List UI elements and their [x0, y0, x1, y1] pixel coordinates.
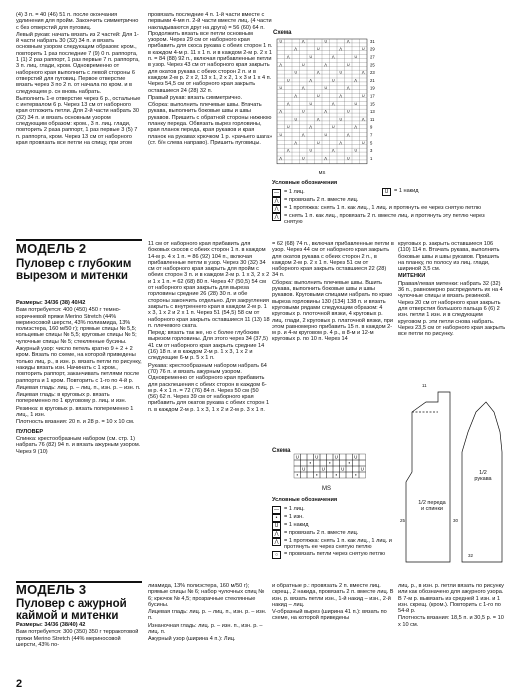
paragraph: Вам потребуется: 300 (350) 350 г терракотовой пряжи Merino Stretch (44% мериносовой шерсти, 43% по- — [16, 629, 139, 648]
knit-symbol-icon: — — [274, 189, 279, 196]
chart-symbol: ⋀ — [301, 133, 305, 137]
chart-cell — [333, 466, 340, 472]
row-number-label: 1 — [370, 155, 373, 161]
chart-symbol: ⋀ — [354, 125, 358, 130]
chart-symbol: U — [346, 109, 350, 114]
chart-cell — [307, 466, 314, 472]
chart2-title: Схема — [272, 448, 291, 454]
model3-subtitle: Пуловер с ажурной каймой и митенки — [16, 598, 127, 622]
paragraph: Лицевая гладь: лиц. р. – лиц. п., изн. р. – изн. п. — [148, 609, 267, 622]
legend-item: U = 1 накид — [382, 188, 419, 196]
chart-cell — [301, 472, 308, 478]
paragraph: Резинка: в круговых р. вязать попеременно 1 лиц., 1 изн. — [16, 405, 134, 419]
paragraph: Правая/левая митенки: набрать 32 (32) 36 п., равномерно распределить их на 4 чулочные спицы и вязать резинкой. Через 20 см от наборного края закрыть для отверстия большого пальца 6 (6) 2 изн. петли 1 изн. и в следующем круговом р. эти петли снова набрать. Через 23,5 см от наборного края закрыть все петли по рисунку. — [398, 280, 506, 338]
chart-symbol: ⋀ — [324, 109, 328, 114]
yarn-over-icon: U — [272, 522, 281, 530]
chart-cell — [359, 454, 366, 460]
row-number-label: 15 — [370, 101, 375, 107]
chart-cell — [320, 472, 327, 478]
chart-symbol: U — [301, 156, 305, 161]
top-mid-column — [148, 12, 273, 238]
chart-symbol: U — [324, 133, 328, 137]
sk2po-icon: ⋀ — [272, 213, 281, 221]
chart-symbol: ⋀ — [286, 148, 290, 153]
chart-symbol: ⋀ — [279, 62, 283, 67]
chart-symbol: U — [302, 466, 306, 472]
paragraph: Ажурный узор (ширина 4 п.): Лиц. — [148, 636, 236, 643]
chart-cell — [346, 472, 353, 478]
paragraph: Рукава: крестообразным набором набрать 64 (70) 76 п. и вязать ажурным узором. Одновременно от наборного края прибавить для расклешения с обеих сторон в каждом 6-м р. 4 х 1 п. = 72 (76) 84 п. Через 50 см (50 (56) 62 п. Через 39 см от наборного края прибавить для окатов рукава с обеих сторон 1 п. в каждом 2-м р. 1 х 3, 1 х 2 и 2-м р. 3 х 1 п. — [148, 362, 270, 413]
paragraph: Левый рукав: начать вязать из 2 частей: Для 1-й части набрать 30 (32) 34 п. и вязать основным узором следующим образом: кром., повторить 1 раз последние 7 (9) 0 п. раппорта, 1 (1) 2 раз раппорт, 1 раз первые 7 п. раппорта, 3 п. лиц. глади, кром. Одновременно от наборного края выполнить с левой стороны 6 отверстий для пуговиц. Первое отверстие вязать через 3 по 2 п. от начала по кром. и в следующем р. сн вновь набрать. — [16, 31, 140, 95]
model2-column-1 — [16, 300, 142, 580]
chart-symbol: U — [279, 86, 283, 91]
chart-symbol: U — [294, 70, 298, 75]
chart1-title: Схема — [273, 30, 292, 36]
legend-item: ○ = провязать петли через снятую петлю — [272, 551, 392, 559]
chart-cell — [346, 454, 353, 460]
paragraph: (4) 3 п. = 40 (46) 51 п. после окончания удлинения для пройм. Закончить симметрично с без отверстий для пуговиц. — [16, 12, 139, 31]
chart-symbol: ⋀ — [294, 47, 298, 52]
model2-title: МОДЕЛЬ 2 — [16, 241, 87, 256]
chart-cell — [301, 454, 308, 460]
legend-item: • = 1 изн. — [272, 514, 392, 522]
chart-cell — [307, 454, 314, 460]
svg-text:30: 30 — [453, 518, 459, 523]
chart-symbol: U — [360, 466, 364, 472]
row-number-label: 27 — [370, 54, 375, 60]
model3-title: МОДЕЛЬ 3 — [16, 582, 87, 597]
section-heading: ПУЛОВЕР — [16, 428, 44, 435]
chart-symbol: ⋀ — [339, 94, 343, 98]
chart-cell — [314, 466, 321, 472]
chart-symbol: • — [335, 472, 338, 478]
chart-symbol: ⋀ — [316, 117, 320, 122]
model2-column-4 — [398, 241, 506, 361]
chart-symbol: U — [331, 78, 335, 83]
chart-symbol: ⋀ — [339, 140, 343, 145]
chart-cell — [346, 466, 353, 472]
k2tog-icon: ⋀ — [272, 197, 281, 205]
chart-cell — [353, 466, 360, 472]
paragraph: V-образный вырез (ширина 41 п.): вязать по схеме, на которой приведены — [272, 609, 387, 622]
chart-symbol: U — [346, 156, 350, 161]
chart-symbol: U — [361, 47, 365, 52]
model2-column-3 — [272, 241, 394, 361]
chart-cell — [320, 454, 327, 460]
chart-symbol: ⋀ — [354, 78, 358, 83]
legend-item: ⋀ = 1 протяжка: снять 1 п. как лиц., 1 лиц. и протянуть ее через снятую петлю — [272, 205, 502, 213]
ms-label: MS — [318, 169, 326, 175]
chart-symbol: U — [279, 39, 283, 44]
chart-symbol: ⋀ — [324, 62, 328, 67]
row-number-label: 29 — [370, 46, 375, 52]
chart-cell — [327, 454, 334, 460]
chart-symbol: • — [348, 460, 351, 466]
paragraph: лиамида, 13% полиэстера, 160 м/50 г); прямые спицы № 6; набор чулочных спиц № 6; крючок № 4,5; прозрачные стеклянные бусины. — [148, 583, 265, 608]
skpo-icon: ⋀ — [272, 205, 281, 213]
bead-icon: ○ — [272, 551, 281, 559]
legend-item: — = 1 лиц. — [274, 188, 305, 196]
paragraph: Сборка: выполнить плечевые швы. Втачать рукава, выполнить боковые швы и швы рукавов. Пришить с обратной стороны нижнюю планку переда. Обвязать вырез горловины, края планок переда, края рукавов и края планок на рукавах крючком 1 р. «рачьего шага» (ст. б/н слева направо). Пришить пуговицы. — [148, 102, 273, 146]
chart-symbol: ⋀ — [316, 70, 320, 75]
paragraph: и обратные р.: провязать 2 п. вместе лиц. скрещ., 2 накида, провязать 2 п. вместе лиц. В изн. р. вязать петли изн., 1-й накид – изн., 2-й накид – лиц. — [272, 583, 394, 608]
paragraph: Ажурный узор: число петель кратно 9 + 2 + 2 кром. Вязать по схеме, на которой приведены только лиц. р., в изн. р. вязать петли по рисунку, накиды вязать изн. Начинать с 1 кром., повторить раппорт, заканчивать петлями после раппорта и 1 кром. Повторить с 1-го по 4-й р. — [16, 346, 142, 384]
paragraph: провязать последние 4 п. 1-й части вместе с первыми 4-мя п. 2-й части вместе лиц. (4 части накладываются друг на друга) = 56 (60) 64 п. Продолжить вязать все петли основным узором. Через 29 см от наборного края прибавить для скоса рукава с обеих сторон 1 п. в каждом 4-м р. 11 х 1 п. и в каждом 2-м р. 2 х 1 п. = 84 (88) 92 п., включая прибавленные петли в узор. Через 43 см от наборного края закрыть для окатов рукава с обеих сторон 2 п. и в каждом 2-м р. 2 х 2, 13 х 1, 2 х 2, 1 х 3 и 1 х 4 п. Через 54,5 см от наборного края закрыть оставшиеся 24 (28) 32 п. — [148, 12, 273, 94]
chart-symbol: ⋀ — [294, 140, 298, 145]
paragraph: Лицевая гладь: в круговых р. вязать попеременно по 1 круговому р. лиц. и изн. — [16, 392, 127, 405]
model2-column-2 — [148, 241, 270, 579]
svg-text:32: 32 — [468, 553, 474, 558]
paragraph: лиц. р., в изн. р. петли вязать по рисунку или как обозначено для ажурного узора. В 7-м р. вывязать из средней 1 изн. и 1 изн. скрещ. (кром.). Повторить с 1-го по 54-й р. — [398, 583, 504, 615]
chart-cell — [340, 460, 347, 466]
row-number-label: 21 — [370, 77, 375, 83]
knitting-chart-2 — [292, 452, 372, 484]
schematic-label-sleeve: 1/2 рукава — [474, 470, 492, 482]
k2tog-icon: ⋀ — [272, 530, 281, 538]
chart-cell — [320, 460, 327, 466]
chart-symbol: ⋀ — [294, 94, 298, 98]
chart-symbol: U — [361, 140, 365, 145]
paragraph: Размеры: 34/36 (38/40) 42 — [16, 622, 86, 628]
knit-symbol-icon: — — [274, 506, 279, 513]
chart-cell — [340, 472, 347, 478]
chart-symbol: U — [361, 94, 365, 98]
paragraph: Изнаночная гладь: лиц. р. – изн. п., изн. р. – лиц. п. — [148, 622, 263, 636]
model3-column-3 — [272, 583, 394, 683]
skpo-icon: ⋀ — [272, 538, 281, 546]
chart-cell — [353, 460, 360, 466]
chart-cell — [294, 460, 301, 466]
chart-cell — [359, 472, 366, 478]
paragraph: Плотность вязания: 18,5 п. и 30,5 р. = 10 х 10 см. — [398, 615, 504, 628]
chart-symbol: U — [354, 454, 358, 460]
paragraph: Выполнить 1-е отверстие через 6 р., остальные с интервалом 6 р. Через 13 см от наборного края отложить петли. Для 2-й части набрать 30 (32) 34 п. и вязать основным узором следующим образом: кром., 3 п. лиц. глади, повторить 2 раза раппорт, 1 раз первые 3 (5) 7 п. раппорта, кром. Через 13 см от наборного края провязать все петли на спицу, при этом — [16, 95, 141, 146]
chart-symbol: U — [346, 62, 350, 67]
paragraph: круговых р. закрыть оставшиеся 106 (110) 114 п. Втачать рукава, выполнить боковые швы и швы рукавов. Пришить на планку, по полосу из лиц. глади, шириной 3,5 см. — [398, 241, 500, 273]
chart-symbol: U — [309, 101, 313, 106]
paragraph: Перед: вязать так же, но с более глубоким вырезом горловины. Для этого через 34 (37,5) 41 см от наборного края закрыть средние 14 (16) 18 п. и в каждом 2-м р. 1 х 3, 1 х 2 и следующие 6-м р. 5 х 1 п. — [148, 330, 268, 362]
chart-symbol: U — [309, 55, 313, 59]
chart-cell — [327, 466, 334, 472]
paragraph: Правый рукав: вязать симметрично. — [148, 94, 243, 101]
chart-symbol: U — [331, 125, 335, 130]
chart-symbol: U — [309, 148, 313, 153]
paragraph: = 62 (68) 74 п., включая прибавленные петли в узор. Через 44 см от наборного края закрыть для окатов рукава с обеих сторон 2 п., в каждом 2-м р. 2 х 1 п. Через 51 см от наборного края закрыть оставшиеся 22 (28) 34 п. — [272, 241, 394, 279]
row-number-label: 25 — [370, 62, 375, 68]
row-number-label: 3 — [370, 148, 373, 154]
legend-title: Условные обозначения — [272, 180, 338, 186]
model2-subtitle: Пуловер с глубоким вырезом и митенки — [16, 258, 132, 282]
chart-symbol: U — [339, 117, 343, 122]
paragraph: Плотность вязания: 20 п. и 28 р. = 10 х 10 см. — [16, 419, 135, 426]
legend-item: U = 1 накид — [272, 522, 392, 530]
chart-symbol: ⋀ — [309, 78, 313, 83]
legend-title: Условные обозначения — [272, 497, 338, 503]
paragraph: Лицевая гладь: лиц. р. – лиц. п., изн. р. – изн. п. — [16, 384, 141, 391]
row-number-label: 11 — [370, 116, 375, 122]
chart-cell — [301, 460, 308, 466]
paragraph: Размеры: 34/36 (38) 40/42 — [16, 300, 86, 306]
chart-symbol: U — [301, 109, 305, 114]
legend-item: ⋀ = провязать 2 п. вместе лиц. — [272, 197, 502, 205]
chart-cell — [333, 460, 340, 466]
chart-symbol: U — [301, 62, 305, 67]
chart-symbol: ⋀ — [286, 55, 290, 59]
row-number-label: 7 — [370, 132, 373, 138]
chart-symbol: U — [316, 94, 320, 98]
svg-text:11: 11 — [422, 383, 427, 388]
chart2-ms: MS — [322, 486, 331, 492]
chart-symbol: U — [316, 47, 320, 52]
chart-symbol: U — [279, 133, 283, 137]
chart-symbol: • — [296, 472, 299, 478]
row-number-label: 17 — [370, 93, 375, 99]
paragraph: Вам потребуется: 400 (450) 450 г темно-коричневой пряжи Merino Stretch (44% мериносовой шерсти, 43% полиамида, 13% полиэстера, 160 м/50 г); прямые спицы № 5,5; кольцевые спицы № 5,5; круговые спицы № 5; чулочные спицы № 5; стеклянные бусины. — [16, 307, 137, 345]
legend-item: — = 1 лиц. — [274, 505, 305, 513]
row-number-label: 19 — [370, 85, 375, 91]
chart-symbol: ⋀ — [324, 156, 328, 161]
row-number-label: 5 — [370, 140, 373, 146]
chart-symbol: ⋀ — [346, 133, 350, 137]
chart-symbol: U — [286, 125, 290, 130]
legend-2 — [272, 497, 392, 559]
chart-symbol: U — [354, 148, 358, 153]
row-number-label: 13 — [370, 109, 375, 115]
chart-symbol: ⋀ — [346, 86, 350, 91]
row-number-label: 31 — [370, 38, 375, 44]
purl-symbol-icon: • — [272, 514, 281, 522]
chart-symbol: U — [294, 117, 298, 122]
chart-symbol: U — [339, 70, 343, 75]
chart-symbol: • — [309, 460, 312, 466]
chart-symbol: • — [354, 472, 357, 478]
chart-cell — [294, 466, 301, 472]
chart-symbol: ⋀ — [279, 156, 283, 161]
chart-symbol: ⋀ — [361, 117, 365, 122]
legend-item: ⋀ = 1 протяжка: снять 1 п. как лиц., 1 лиц. и протянуть ее через снятую петлю — [272, 538, 392, 551]
chart-cell — [314, 460, 321, 466]
chart-symbol: ⋀ — [279, 109, 283, 114]
knitting-chart-1 — [275, 37, 395, 177]
paragraph: Сборка: выполнить плечевые швы. Вшить рукава, выполнить боковые швы и швы рукавов. Круговыми спицами набрать по краю выреза горловины 130 (134) 138 п. и вязать круговыми рядами следующим образом: 4 круговых р. плоточной вязки, 4 круговых р. лиц. глади, 2 круговых р. платочной вязки, при этом равномерно прибавить 15 п. в каждом 2-м р. и 4-м круговом р. 4 р., в 8-м и 12-м круговых р. по 10 п. Через 14 — [272, 279, 394, 343]
chart-symbol: U — [324, 39, 328, 44]
model3-column-4 — [398, 583, 506, 683]
chart-symbol: • — [315, 472, 318, 478]
paragraph: 11 см от наборного края прибавить для боковых скосов с обеих сторон 1 п. в каждом 14-м р. 4 х 1 п. = 86 (92) 104 п., включая прибавленные петли в узор. Через 30 (32) 34 см от наборного края закрыть для пройм с обеих сторон 3 п. и в каждом 2-м р. 1 х 3, 2 х 2 и 1 х 1 п. = 62 (68) 80 п. Через 47 (50,5) 54 см от наборного края закрыть для выреза горловины средние 26 (28) 30 п. и обе стороны закончить отдельно. Для закругления закрыть с внутреннего края в каждом 2-м р. 1 х 3, 1 х 2 и 2 х 1 п. Через 51 (54,5) 58 см от наборного края закрыть оставшиеся 11 (13) 18 п. плечевого ската. — [148, 241, 270, 329]
chart-symbol: ⋀ — [346, 39, 350, 44]
chart-symbol: ⋀ — [361, 70, 365, 75]
chart-cell — [307, 472, 314, 478]
row-number-label: 9 — [370, 124, 373, 130]
chart-symbol: U — [334, 454, 338, 460]
chart-symbol: ⋀ — [339, 47, 343, 52]
model3-column-2 — [148, 583, 270, 683]
legend-item: ⋀ = провязать 2 п. вместе лиц. — [272, 530, 392, 538]
chart-symbol: U — [354, 101, 358, 106]
chart-symbol: ⋀ — [301, 39, 305, 44]
paragraph: Спинка: крестообразным набором (см. стр. 1) набрать 76 (82) 94 п. и вязать ажурным узором. Через 9 (10) — [16, 435, 141, 455]
chart-symbol: U — [315, 454, 319, 460]
chart-symbol: U — [286, 78, 290, 83]
schematic-label-body: 1/2 переда и спинки — [418, 500, 446, 512]
chart-symbol: ⋀ — [301, 86, 305, 91]
chart-symbol: ⋀ — [331, 148, 335, 153]
chart-symbol: U — [316, 140, 320, 145]
legend-item: ⋀ = снять 1 п. как лиц., провязать 2 п. вместе лиц. и протянуть эту петлю через снятую — [272, 213, 502, 226]
chart-symbol: ⋀ — [331, 55, 335, 59]
chart-symbol: U — [295, 454, 299, 460]
page-number: 2 — [16, 678, 23, 690]
legend-1 — [272, 180, 502, 226]
chart-symbol: • — [328, 460, 331, 466]
top-left-column — [16, 12, 141, 238]
chart-symbol: ⋀ — [309, 125, 313, 130]
model3-column-1 — [16, 622, 142, 672]
chart-symbol: U — [321, 466, 325, 472]
chart-cell — [359, 460, 366, 466]
chart-symbol: U — [341, 466, 345, 472]
chart-symbol: ⋀ — [286, 101, 290, 106]
section-heading: МИТЕНКИ — [398, 273, 426, 280]
svg-text:25: 25 — [400, 518, 406, 523]
chart-cell — [327, 472, 334, 478]
chart-cell — [340, 454, 347, 460]
row-number-label: 23 — [370, 70, 375, 76]
chart-symbol: ⋀ — [331, 101, 335, 106]
chart-symbol: U — [324, 86, 328, 91]
yarn-over-icon: U — [382, 188, 391, 196]
chart-symbol: U — [354, 55, 358, 59]
